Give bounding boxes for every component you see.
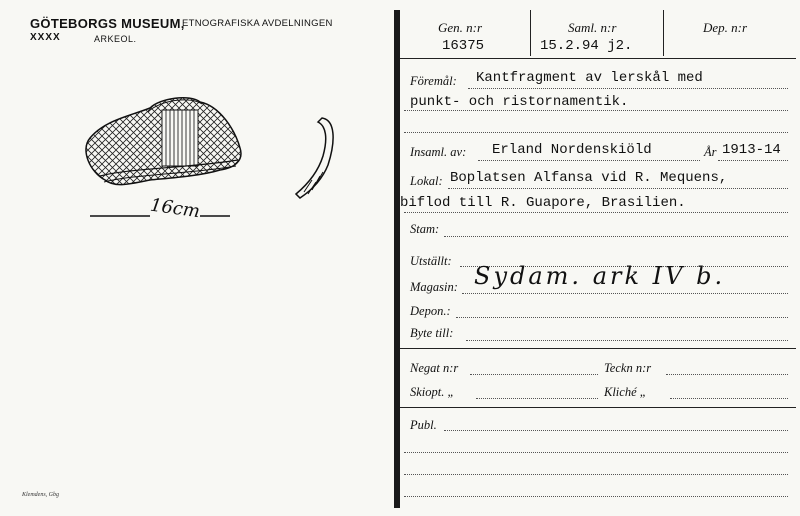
field-line — [444, 236, 788, 237]
scale-label: 16cm — [148, 194, 202, 223]
field-line — [404, 496, 788, 497]
field-line — [444, 430, 788, 431]
field-line — [404, 110, 788, 111]
byte-label: Byte till: — [410, 326, 454, 340]
lokal-label: Lokal: — [410, 174, 443, 188]
insaml-value: Erland Nordenskiöld — [492, 142, 652, 158]
magasin-value: Sydam. ark IV b. — [474, 262, 726, 290]
publ-label: Publ. — [410, 418, 437, 432]
field-line — [448, 188, 788, 189]
field-line — [404, 474, 788, 475]
field-line — [462, 293, 788, 294]
teckn-label: Teckn n:r — [604, 361, 652, 375]
sherd-drawing — [60, 80, 360, 240]
field-line — [670, 398, 788, 399]
sherd-profile-view — [296, 118, 333, 198]
printer-mark: Klemdens, Gbg — [22, 492, 59, 498]
magasin-label: Magasin: — [410, 280, 458, 294]
field-line — [466, 340, 788, 341]
field-line — [478, 160, 700, 161]
museum-name: GÖTEBORGS MUSEUM, — [30, 16, 185, 31]
section-rule — [400, 348, 796, 349]
depon-label: Depon.: — [410, 304, 451, 318]
struck-out-word: XXXX — [30, 32, 61, 43]
field-line — [456, 317, 788, 318]
header-rule — [400, 58, 796, 59]
foremal-label: Föremål: — [410, 74, 457, 88]
header-separator — [530, 10, 531, 56]
foremal-line-2: punkt- och ristornamentik. — [410, 94, 629, 110]
lokal-line-1: Boplatsen Alfansa vid R. Mequens, — [450, 170, 728, 186]
gen-nr-value: 16375 — [442, 38, 485, 54]
field-line — [404, 132, 788, 133]
field-line — [476, 398, 598, 399]
stam-label: Stam: — [410, 222, 440, 236]
insaml-label: Insaml. av: — [410, 145, 467, 159]
gen-nr-label: Gen. n:r — [438, 20, 483, 35]
utstallt-label: Utställt: — [410, 254, 452, 268]
kliche-label: Kliché „ — [604, 385, 647, 399]
foremal-line-1: Kantfragment av lerskål med — [476, 70, 703, 86]
field-line — [470, 374, 598, 375]
header-separator — [663, 10, 664, 56]
field-line — [666, 374, 788, 375]
department-name: ETNOGRAFISKA AVDELNINGEN — [182, 18, 333, 29]
field-line — [718, 160, 788, 161]
ar-value: 1913-14 — [722, 142, 781, 158]
saml-nr-label: Saml. n:r — [568, 20, 617, 35]
arkeol-label: ARKEOL. — [94, 34, 137, 44]
dep-nr-label: Dep. n:r — [703, 20, 748, 35]
ar-label: År — [704, 145, 717, 159]
divider-line — [394, 10, 400, 508]
skiopt-label: Skiopt. „ — [410, 385, 455, 399]
sherd-front-view — [86, 98, 241, 185]
lokal-line-2: biflod till R. Guapore, Brasilien. — [400, 195, 686, 211]
field-line — [404, 452, 788, 453]
field-line — [468, 88, 788, 89]
saml-nr-value: 15.2.94 j2. — [540, 38, 633, 54]
negat-label: Negat n:r — [410, 361, 459, 375]
field-line — [404, 212, 788, 213]
section-rule — [400, 407, 796, 408]
